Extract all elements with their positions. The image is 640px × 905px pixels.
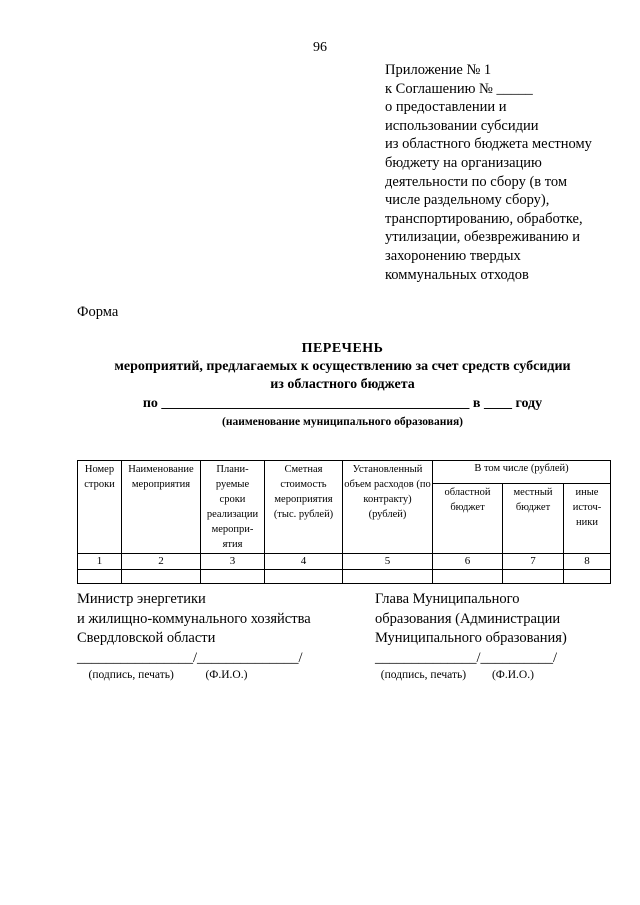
header-local-budget: местный бюджет bbox=[503, 484, 564, 554]
municipality-year-line: по ____________________________________________ в ____ году bbox=[142, 396, 543, 411]
municipality-note: (наименование муниципального образования) bbox=[221, 416, 463, 428]
signatory-title-line: Муниципального образования) bbox=[375, 630, 567, 646]
signature-caption: (подпись, печать) (Ф.И.О.) bbox=[375, 669, 534, 681]
minister-signature-block bbox=[77, 590, 311, 682]
appendix-line: о предоставлении и bbox=[385, 99, 507, 116]
header-estimated-cost: Сметная стоимость мероприятия (тыс. рублей) bbox=[265, 461, 343, 554]
signatory-title-line: Министр энергетики bbox=[77, 591, 206, 607]
signatory-title-line: и жилищно-коммунального хозяйства bbox=[77, 610, 311, 627]
column-number: 7 bbox=[503, 554, 564, 570]
signature-line: ________________/______________/ bbox=[77, 649, 303, 666]
header-planned-dates: Плани- руемые сроки реализации меропри- ятия bbox=[201, 461, 265, 554]
appendix-line: использовании субсидии bbox=[385, 117, 539, 134]
table-cell bbox=[564, 570, 611, 584]
column-number: 3 bbox=[201, 554, 265, 570]
title-subtitle-line-1: мероприятий, предлагаемых к осуществлению за счет средств субсидии bbox=[114, 359, 571, 374]
appendix-line: к Соглашению № _____ bbox=[385, 80, 533, 97]
measures-table bbox=[77, 460, 611, 584]
table-header-row bbox=[78, 461, 611, 484]
header-including: В том числе (рублей) bbox=[433, 461, 611, 484]
title-main: ПЕРЕЧЕНЬ bbox=[301, 341, 384, 356]
header-contract-volume: Установленный объем расходов (по контракту) (рублей) bbox=[343, 461, 433, 554]
table-cell bbox=[122, 570, 201, 584]
appendix-line: из областного бюджета местному bbox=[385, 136, 592, 153]
table-cell bbox=[265, 570, 343, 584]
header-regional-budget: областной бюджет bbox=[433, 484, 503, 554]
appendix-line: транспортированию, обработке, bbox=[385, 210, 583, 227]
appendix-header bbox=[385, 61, 625, 284]
header-row-number: Номер строки bbox=[78, 461, 122, 554]
appendix-line: числе раздельному сбору), bbox=[385, 192, 550, 209]
appendix-line: деятельности по сбору (в том bbox=[385, 173, 568, 190]
signatory-title-line: Свердловской области bbox=[77, 630, 216, 646]
table-cell bbox=[503, 570, 564, 584]
table-cell bbox=[78, 570, 122, 584]
signatory-title-line: образования (Администрации bbox=[375, 610, 561, 627]
document-title bbox=[60, 340, 625, 430]
page-number: 96 bbox=[313, 40, 327, 55]
signature-caption: (подпись, печать) (Ф.И.О.) bbox=[77, 669, 248, 681]
column-number-row bbox=[78, 554, 611, 570]
header-other-sources: иные источ- ники bbox=[564, 484, 611, 554]
head-signature-block bbox=[375, 590, 567, 682]
table-row bbox=[78, 570, 611, 584]
table-cell bbox=[433, 570, 503, 584]
header-measure-name: Наименование мероприятия bbox=[122, 461, 201, 554]
table-cell bbox=[201, 570, 265, 584]
appendix-line: захоронению твердых bbox=[385, 247, 521, 264]
column-number: 6 bbox=[433, 554, 503, 570]
column-number: 4 bbox=[265, 554, 343, 570]
table-cell bbox=[343, 570, 433, 584]
signatory-title-line: Глава Муниципального bbox=[375, 591, 520, 607]
column-number: 1 bbox=[78, 554, 122, 570]
appendix-line: бюджету на организацию bbox=[385, 154, 542, 171]
form-label: Форма bbox=[77, 304, 119, 320]
appendix-line: утилизации, обезвреживанию и bbox=[385, 229, 580, 246]
signature-line: ______________/__________/ bbox=[375, 649, 558, 666]
appendix-line: коммунальных отходов bbox=[385, 266, 529, 283]
appendix-line: Приложение № 1 bbox=[385, 62, 492, 78]
title-subtitle-line-2: из областного бюджета bbox=[270, 377, 415, 392]
column-number: 8 bbox=[564, 554, 611, 570]
column-number: 5 bbox=[343, 554, 433, 570]
column-number: 2 bbox=[122, 554, 201, 570]
